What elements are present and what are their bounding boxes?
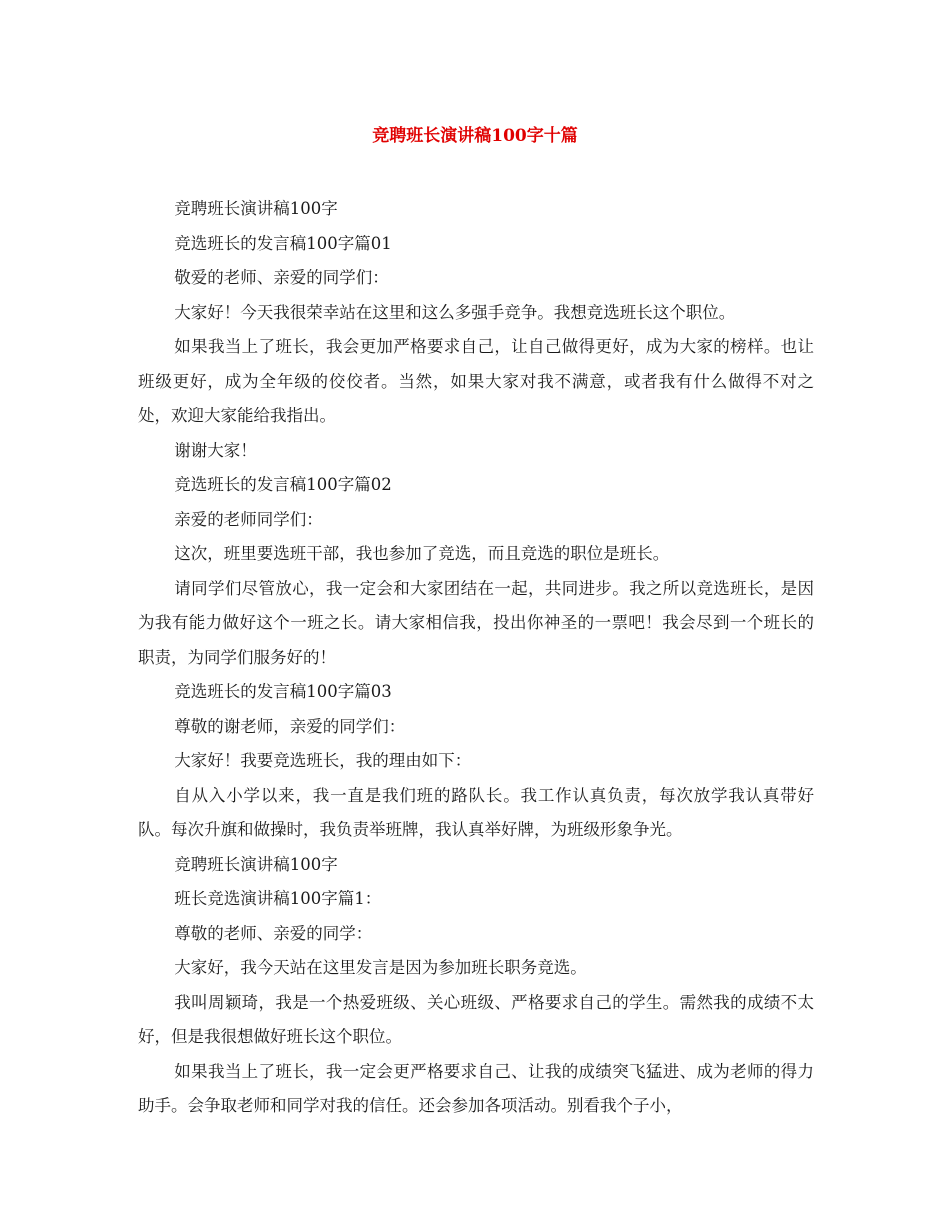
paragraph: 谢谢大家！ <box>174 440 257 460</box>
paragraph: 这次，班里要选班干部，我也参加了竞选，而且竞选的职位是班长。 <box>174 544 670 563</box>
paragraph: 如果我当上了班长，我一定会更严格要求自己、让我的成绩突飞猛进、成为老师的得力助手。会争取老师和同学对我的信任。还会参加各项活动。别看我个子小， <box>138 1061 814 1115</box>
paragraph: 自从入小学以来，我一直是我们班的路队长。我工作认真负责，每次放学我认真带好队。每次升旗和做操时，我负责举班牌，我认真举好牌，为班级形象争光。 <box>138 785 814 839</box>
paragraph: 竞选班长的发言稿100字篇02 <box>174 475 392 494</box>
paragraph: 大家好！今天我很荣幸站在这里和这么多强手竞争。我想竞选班长这个职位。 <box>174 302 736 322</box>
paragraph: 竞选班长的发言稿100字篇01 <box>174 233 392 253</box>
paragraph: 如果我当上了班长，我会更加严格要求自己，让自己做得更好，成为大家的榜样。也让班级更好，成为全年级的佼佼者。当然，如果大家对我不满意，或者我有什么做得不对之处，欢迎大家能给我指出。 <box>138 337 814 425</box>
paragraph: 亲爱的老师同学们： <box>174 509 323 529</box>
paragraph: 竞聘班长演讲稿100字 <box>174 199 338 218</box>
paragraph: 请同学们尽管放心，我一定会和大家团结在一起，共同进步。我之所以竞选班长，是因为我有能力做好这个一班之长。请大家相信我，投出你神圣的一票吧！我会尽到一个班长的职责，为同学们服务好的！ <box>138 578 814 667</box>
paragraph: 敬爱的老师、亲爱的同学们： <box>174 268 389 287</box>
paragraph: 我叫周颖琦，我是一个热爱班级、关心班级、严格要求自己的学生。需然我的成绩不太好，但是我很想做好班长这个职位。 <box>138 992 814 1046</box>
paragraph: 班长竞选演讲稿100字篇1： <box>174 889 382 908</box>
paragraph: 尊敬的谢老师，亲爱的同学们： <box>174 716 406 736</box>
paragraph: 竞聘班长演讲稿100字 <box>174 854 338 874</box>
paragraph: 尊敬的老师、亲爱的同学： <box>174 923 373 943</box>
paragraph: 大家好！我要竞选班长，我的理由如下： <box>174 751 472 770</box>
document-body <box>138 192 814 1124</box>
paragraph: 大家好，我今天站在这里发言是因为参加班长职务竞选。 <box>174 958 587 977</box>
document-title: 竞聘班长演讲稿100字十篇 <box>372 126 578 146</box>
paragraph: 竞选班长的发言稿100字篇03 <box>174 682 392 701</box>
